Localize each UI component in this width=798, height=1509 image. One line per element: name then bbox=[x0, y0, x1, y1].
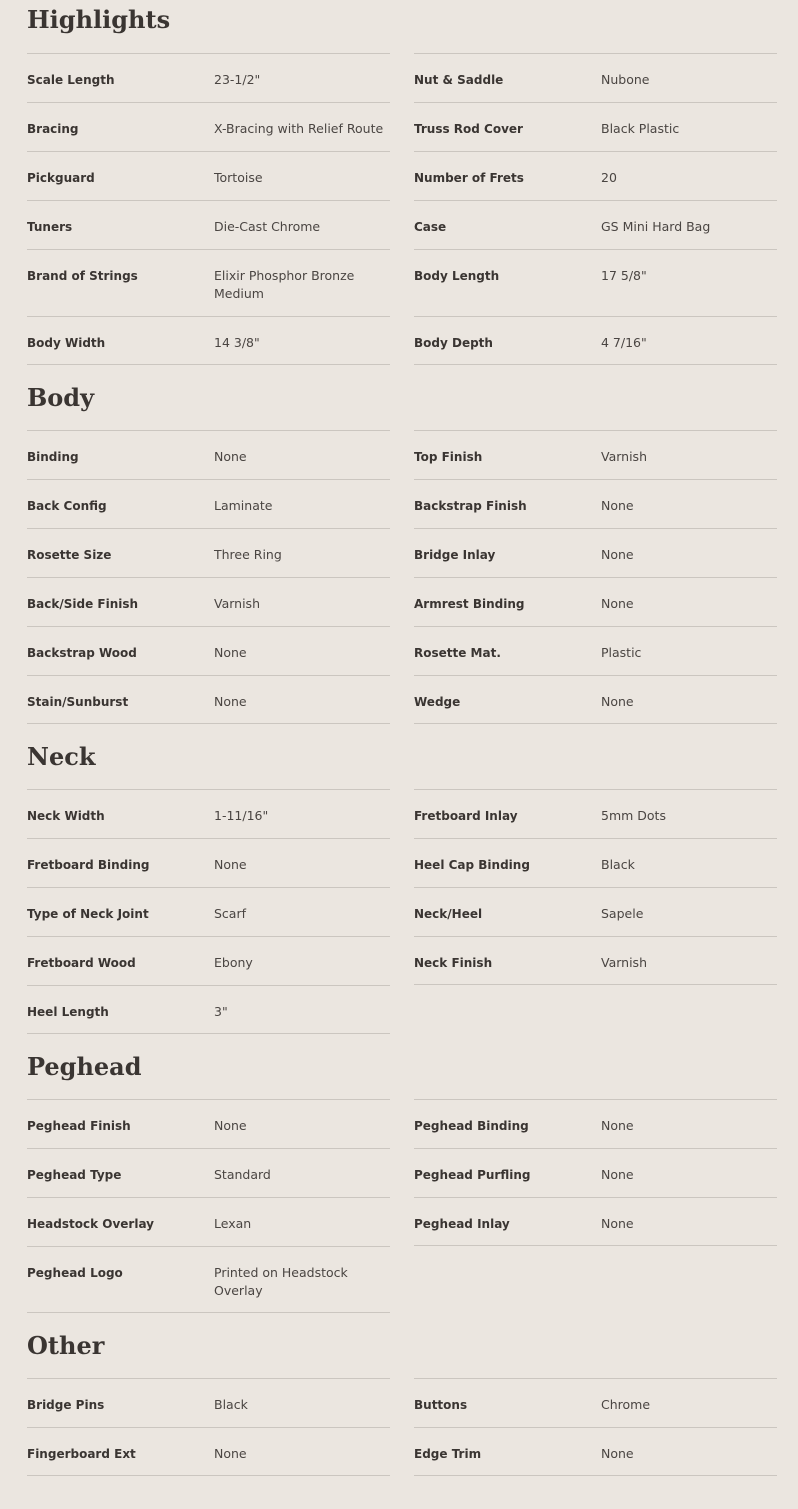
spec-value: None bbox=[214, 1446, 247, 1461]
spec-value: Tortoise bbox=[214, 170, 263, 185]
spec-value: Black Plastic bbox=[601, 121, 680, 136]
spec-value: Plastic bbox=[601, 645, 642, 660]
spec-value: None bbox=[214, 857, 247, 872]
spec-label: Body Width bbox=[27, 336, 106, 350]
spec-column-left bbox=[27, 430, 390, 724]
spec-label: Scale Length bbox=[27, 73, 115, 87]
spec-row bbox=[27, 151, 390, 200]
spec-row bbox=[414, 249, 777, 316]
spec-row bbox=[27, 577, 390, 626]
spec-row bbox=[27, 200, 390, 249]
spec-value: Chrome bbox=[601, 1397, 651, 1412]
spec-value: 20 bbox=[601, 170, 617, 185]
spec-value: 3" bbox=[214, 1004, 228, 1019]
spec-row bbox=[27, 249, 390, 316]
spec-label: Bridge Pins bbox=[27, 1398, 105, 1412]
spec-label: Peghead Purfling bbox=[414, 1168, 531, 1182]
spec-label: Bridge Inlay bbox=[414, 548, 496, 562]
spec-row bbox=[27, 936, 390, 985]
spec-label: Brand of Strings bbox=[27, 269, 138, 283]
spec-row bbox=[27, 528, 390, 577]
section-heading-block bbox=[27, 0, 777, 53]
spec-row bbox=[27, 789, 390, 838]
spec-row bbox=[27, 1099, 390, 1148]
spec-value: Standard bbox=[214, 1167, 271, 1182]
spec-label: Wedge bbox=[414, 695, 461, 709]
spec-column-right bbox=[414, 430, 777, 724]
spec-value: 4 7/16" bbox=[601, 335, 647, 350]
spec-label: Backstrap Finish bbox=[414, 499, 527, 513]
spec-section-body bbox=[27, 365, 777, 724]
section-heading-block bbox=[27, 724, 777, 789]
spec-row bbox=[27, 1148, 390, 1197]
spec-column-right bbox=[414, 1378, 777, 1476]
spec-row bbox=[414, 789, 777, 838]
spec-row bbox=[27, 626, 390, 675]
spec-row bbox=[414, 528, 777, 577]
spec-row bbox=[414, 1099, 777, 1148]
spec-row bbox=[414, 1427, 777, 1476]
spec-label: Peghead Inlay bbox=[414, 1217, 510, 1231]
spec-label: Peghead Binding bbox=[414, 1119, 529, 1133]
spec-value: Elixir Phosphor Bronze Medium bbox=[214, 268, 355, 301]
spec-value: Black bbox=[214, 1397, 248, 1412]
spec-column-left bbox=[27, 1099, 390, 1313]
spec-value: Die-Cast Chrome bbox=[214, 219, 321, 234]
spec-value: Varnish bbox=[601, 955, 647, 970]
spec-label: Fingerboard Ext bbox=[27, 1447, 136, 1461]
spec-label: Pickguard bbox=[27, 171, 95, 185]
spec-grid bbox=[27, 1378, 777, 1476]
spec-label: Headstock Overlay bbox=[27, 1217, 155, 1231]
spec-row bbox=[414, 626, 777, 675]
spec-value: 14 3/8" bbox=[214, 335, 260, 350]
spec-label: Number of Frets bbox=[414, 171, 524, 185]
section-title: Highlights bbox=[27, 5, 171, 34]
spec-label: Neck Width bbox=[27, 809, 105, 823]
section-heading-block bbox=[27, 365, 777, 430]
spec-page bbox=[27, 0, 777, 1476]
spec-row bbox=[27, 675, 390, 724]
spec-value: None bbox=[601, 547, 634, 562]
spec-value: Laminate bbox=[214, 498, 273, 513]
section-title: Peghead bbox=[27, 1051, 142, 1081]
spec-value: None bbox=[601, 1167, 634, 1182]
section-heading-block bbox=[27, 1313, 777, 1378]
spec-column-right bbox=[414, 789, 777, 1034]
spec-value: Lexan bbox=[214, 1216, 252, 1231]
spec-row bbox=[27, 887, 390, 936]
spec-grid bbox=[27, 53, 777, 365]
spec-label: Backstrap Wood bbox=[27, 646, 137, 660]
section-title: Body bbox=[27, 382, 95, 412]
spec-value: Scarf bbox=[214, 906, 247, 921]
spec-row bbox=[27, 838, 390, 887]
spec-column-left bbox=[27, 1378, 390, 1476]
spec-row bbox=[27, 1427, 390, 1476]
spec-row bbox=[27, 53, 390, 102]
spec-column-right bbox=[414, 1099, 777, 1313]
spec-value: 1-11/16" bbox=[214, 808, 269, 823]
spec-label: Peghead Finish bbox=[27, 1119, 131, 1133]
spec-value: None bbox=[601, 596, 634, 611]
spec-value: None bbox=[214, 449, 247, 464]
spec-label: Top Finish bbox=[414, 450, 483, 464]
spec-column-left bbox=[27, 53, 390, 365]
spec-label: Body Depth bbox=[414, 336, 493, 350]
spec-label: Armrest Binding bbox=[414, 597, 525, 611]
spec-label: Stain/Sunburst bbox=[27, 695, 129, 709]
spec-row bbox=[414, 1148, 777, 1197]
spec-section-neck bbox=[27, 724, 777, 1034]
spec-label: Fretboard Wood bbox=[27, 956, 136, 970]
spec-grid bbox=[27, 1099, 777, 1313]
spec-value: 17 5/8" bbox=[601, 268, 647, 283]
spec-label: Back/Side Finish bbox=[27, 597, 139, 611]
spec-row bbox=[27, 316, 390, 365]
spec-row bbox=[414, 675, 777, 724]
spec-row bbox=[414, 430, 777, 479]
spec-value: None bbox=[601, 498, 634, 513]
spec-value: None bbox=[214, 694, 247, 709]
spec-row bbox=[27, 1246, 390, 1313]
spec-row bbox=[414, 53, 777, 102]
spec-value: Varnish bbox=[214, 596, 260, 611]
spec-value: None bbox=[601, 694, 634, 709]
spec-value: None bbox=[601, 1446, 634, 1461]
section-title: Other bbox=[27, 1330, 105, 1360]
spec-row bbox=[414, 479, 777, 528]
spec-label: Fretboard Inlay bbox=[414, 809, 518, 823]
spec-value: Black bbox=[601, 857, 635, 872]
spec-row bbox=[27, 1378, 390, 1427]
spec-label: Neck Finish bbox=[414, 956, 493, 970]
spec-label: Bracing bbox=[27, 122, 79, 136]
spec-value: 23-1/2" bbox=[214, 72, 261, 87]
spec-value: None bbox=[601, 1118, 634, 1133]
spec-value: Printed on Headstock Overlay bbox=[214, 1265, 348, 1298]
spec-label: Peghead Type bbox=[27, 1168, 122, 1182]
spec-section-peghead bbox=[27, 1034, 777, 1313]
spec-row bbox=[27, 430, 390, 479]
spec-value: 5mm Dots bbox=[601, 808, 666, 823]
section-title: Neck bbox=[27, 741, 96, 771]
spec-row bbox=[27, 1197, 390, 1246]
spec-value: None bbox=[601, 1216, 634, 1231]
spec-grid bbox=[27, 430, 777, 724]
spec-value: Nubone bbox=[601, 72, 650, 87]
spec-row bbox=[27, 102, 390, 151]
spec-row bbox=[414, 1197, 777, 1246]
spec-label: Fretboard Binding bbox=[27, 858, 150, 872]
spec-value: None bbox=[214, 645, 247, 660]
spec-row bbox=[414, 102, 777, 151]
spec-value: GS Mini Hard Bag bbox=[601, 219, 711, 234]
spec-label: Rosette Size bbox=[27, 548, 112, 562]
spec-label: Buttons bbox=[414, 1398, 468, 1412]
spec-label: Case bbox=[414, 220, 447, 234]
spec-row bbox=[414, 838, 777, 887]
spec-label: Peghead Logo bbox=[27, 1266, 123, 1280]
spec-label: Heel Cap Binding bbox=[414, 858, 530, 872]
spec-column-left bbox=[27, 789, 390, 1034]
spec-grid bbox=[27, 789, 777, 1034]
spec-row bbox=[414, 577, 777, 626]
spec-row bbox=[414, 316, 777, 365]
spec-value: None bbox=[214, 1118, 247, 1133]
spec-label: Rosette Mat. bbox=[414, 646, 501, 660]
section-heading-block bbox=[27, 1034, 777, 1099]
spec-label: Body Length bbox=[414, 269, 500, 283]
spec-label: Back Config bbox=[27, 499, 107, 513]
spec-label: Truss Rod Cover bbox=[414, 122, 523, 136]
spec-value: Ebony bbox=[214, 955, 253, 970]
spec-label: Binding bbox=[27, 450, 79, 464]
spec-row bbox=[414, 936, 777, 985]
spec-row bbox=[414, 151, 777, 200]
spec-value: Sapele bbox=[601, 906, 644, 921]
spec-value: Three Ring bbox=[214, 547, 282, 562]
spec-row bbox=[414, 200, 777, 249]
spec-label: Tuners bbox=[27, 220, 73, 234]
spec-label: Neck/Heel bbox=[414, 907, 483, 921]
spec-row bbox=[27, 479, 390, 528]
spec-label: Heel Length bbox=[27, 1005, 109, 1019]
spec-row bbox=[414, 1378, 777, 1427]
spec-value: Varnish bbox=[601, 449, 647, 464]
spec-label: Nut & Saddle bbox=[414, 73, 504, 87]
spec-column-right bbox=[414, 53, 777, 365]
spec-row bbox=[414, 887, 777, 936]
spec-section-highlights bbox=[27, 0, 777, 365]
spec-label: Edge Trim bbox=[414, 1447, 482, 1461]
spec-row bbox=[27, 985, 390, 1034]
spec-value: X-Bracing with Relief Route bbox=[214, 121, 384, 136]
spec-section-other bbox=[27, 1313, 777, 1476]
spec-label: Type of Neck Joint bbox=[27, 907, 149, 921]
